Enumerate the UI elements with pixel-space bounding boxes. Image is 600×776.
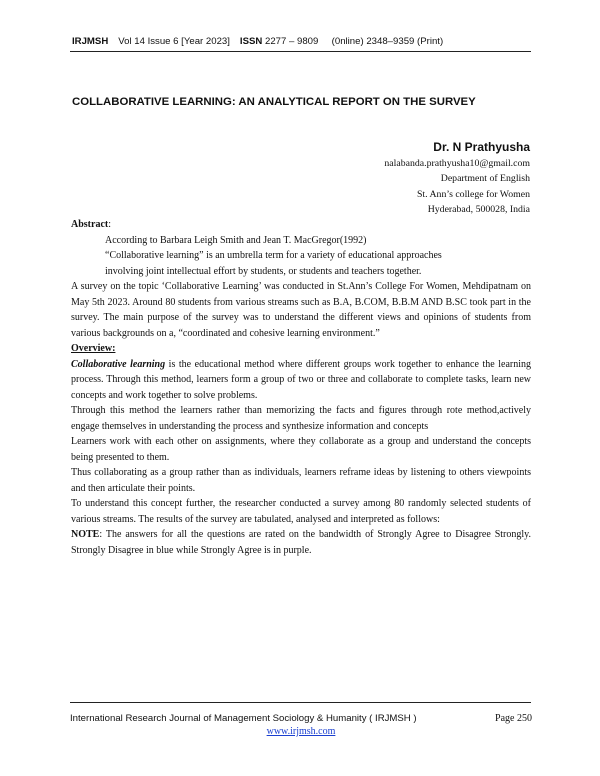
note-paragraph — [71, 527, 531, 558]
overview-p1-text: is the educational method where different groups work together to enhance the learning process. Through this method, learners form a group of two or three and collaborate to complete tasks, learn new concepts and work together to solve problems. — [71, 358, 531, 401]
note-text: : The answers for all the questions are rated on the bandwidth of Strongly Agree to Disagree Strongly. Strongly Disagree in blue while Strongly Agree is in purple. — [71, 529, 531, 556]
page-number: Page 250 — [495, 713, 532, 724]
abstract-quote-line-2: “Collaborative learning” is an umbrella term for a variety of educational approaches — [105, 250, 442, 261]
abstract-colon: : — [108, 219, 111, 230]
abstract-label: Abstract — [71, 219, 109, 230]
footer-rule — [70, 702, 531, 703]
issn-label: ISSN — [239, 36, 263, 47]
lead-term: Collaborative learning — [71, 358, 166, 370]
volume-info: Vol 14 Issue 6 [Year 2023] — [118, 36, 230, 47]
abstract-quote-line-3: involving joint intellectual effort by students, or students and teachers together. — [105, 265, 422, 277]
author-name: Dr. N Prathyusha — [433, 140, 530, 154]
author-department: Department of English — [440, 173, 530, 185]
author-email: nalabanda.prathyusha10@gmail.com — [384, 158, 530, 169]
abstract-quote-line-1: According to Barbara Leigh Smith and Jean T. MacGregor(1992) — [105, 234, 367, 246]
author-college: St. Ann’s college for Women — [416, 188, 530, 200]
overview-paragraph-3: Learners work with each other on assignments, where they collaborate as a group and understand the concepts being presented to them. — [71, 436, 531, 463]
issn-value: 2277 – 9809 (0nline) 2348–9359 (Print) — [265, 36, 444, 47]
footer-journal: International Research Journal of Management Sociology & Humanity ( IRJMSH ) — [70, 713, 417, 724]
running-footer — [70, 712, 532, 738]
overview-paragraph-1 — [71, 357, 531, 404]
journal-website-link[interactable]: www.irjmsh.com — [266, 726, 336, 737]
note-label: NOTE — [71, 529, 100, 540]
author-city: Hyderabad, 500028, India — [427, 203, 530, 215]
header-rule — [70, 51, 531, 52]
overview-heading: Overview: — [71, 343, 116, 354]
journal-abbrev: IRJMSH — [72, 36, 109, 47]
overview-paragraph-4: Thus collaborating as a group rather than as individuals, learners reframe ideas by listening to others viewpoints and then articulate their points. — [71, 467, 531, 494]
abstract-paragraph: A survey on the topic ‘Collaborative Learning’ was conducted in St.Ann’s College For Women, Mehdipatnam on May 5th 2023. Around 80 students from various streams such as B.A, B.COM, B.B.M AND B.SC took part in the survey. The main purpose of the survey was to understand the different views and opinions of students from various backgrounds on a, “coordinated and cohesive learning environment.” — [71, 281, 531, 339]
paper-body — [71, 217, 531, 558]
abstract-heading — [71, 217, 531, 233]
overview-paragraph-5: To understand this concept further, the researcher conducted a survey among 80 randomly selected students of various streams. The results of the survey are tabulated, analysed and interpreted as follows: — [71, 498, 531, 525]
author-block — [384, 139, 530, 217]
paper-title: COLLABORATIVE LEARNING: AN ANALYTICAL REPORT ON THE SURVEY — [72, 96, 476, 108]
overview-paragraph-2: Through this method the learners rather than memorizing the facts and figures through rote method,actively engage themselves in understanding the process and synthesize information and concepts — [71, 405, 531, 432]
running-header — [72, 36, 532, 47]
